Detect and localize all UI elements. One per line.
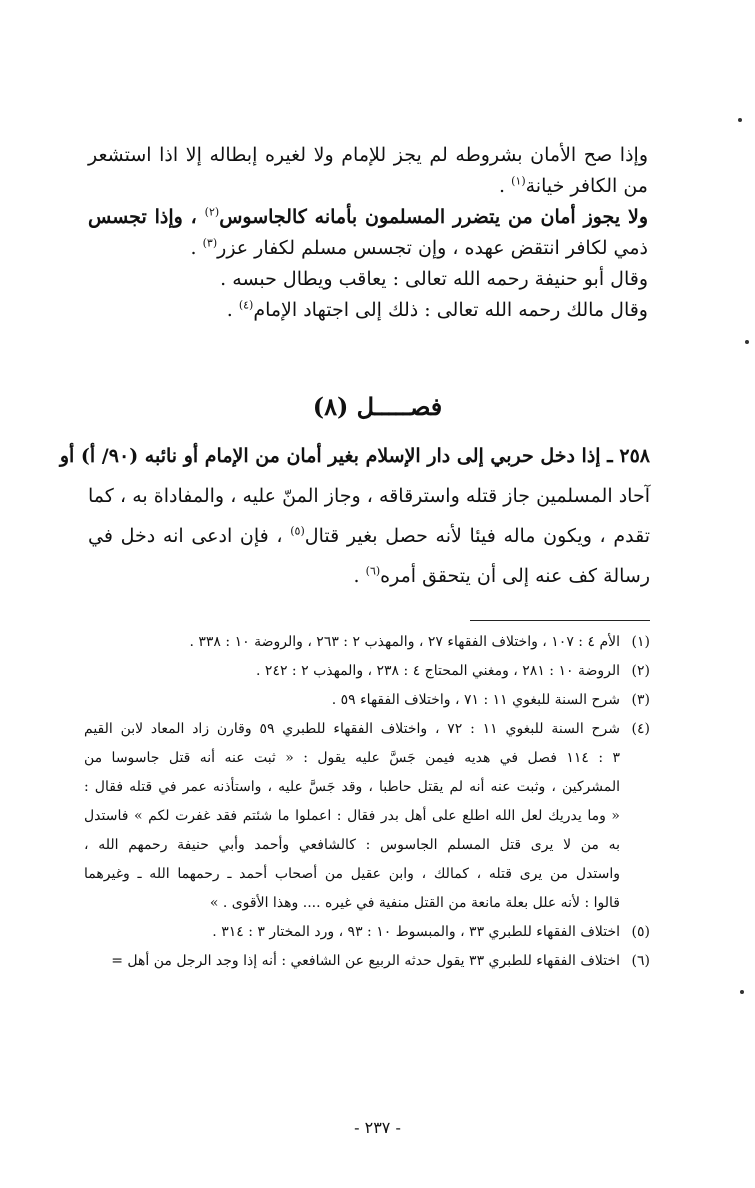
main-text-block	[88, 140, 648, 326]
para-258-line-4-body: رسالة كف عنه إلى أن يتحقق أمره	[380, 565, 650, 587]
text-line-6-body: وقال مالك رحمه الله تعالى : ذلك إلى اجتهاد الإمام	[253, 299, 648, 321]
footnote-4-cont	[84, 773, 650, 802]
footnote-text: ٣ : ١١٤ فصل في هديه فيمن جَسَّ عليه يقول : « ثبت عنه أنه قتل جاسوسا من	[84, 750, 620, 766]
text-line-2-end: .	[499, 175, 512, 197]
footnote-text: الروضة ١٠ : ٢٨١ ، ومغني المحتاج ٤ : ٢٣٨ ، والمهذب ٢ : ٢٤٢ .	[256, 663, 620, 679]
footnote-text: الأم ٤ : ١٠٧ ، واختلاف الفقهاء ٢٧ ، والمهذب ٢ : ٢٦٣ ، والروضة ١٠ : ٣٣٨ .	[189, 634, 620, 650]
footnote-4-cont	[84, 831, 650, 860]
footnote-4-cont	[84, 802, 650, 831]
para-258-line-4	[88, 556, 650, 596]
text-line-6-end: .	[226, 299, 239, 321]
para-258-line-3-body: تقدم ، ويكون ماله فيئا لأنه حصل بغير قتال	[304, 525, 651, 547]
footnote-number	[620, 889, 650, 918]
scan-speck	[740, 990, 744, 994]
scan-speck	[738, 118, 742, 122]
footnote-number	[620, 802, 650, 831]
footnote-number	[620, 831, 650, 860]
footnote-4-cont	[84, 744, 650, 773]
footnote-4-cont	[84, 860, 650, 889]
footnote-3	[84, 686, 650, 715]
text-line-2-body: من الكافر خيانة	[525, 175, 648, 197]
footnote-text: قالوا : لأنه علل بعلة مانعة من القتل منفية في غيره .... وهذا الأقوى . »	[209, 895, 620, 911]
footnote-ref-1[interactable]: (١)	[511, 174, 526, 188]
footnote-text: به من لا يرى قتل المسلم الجاسوس : كالشافعي وأحمد وأبي حنيفة رحمهم الله ،	[84, 837, 620, 853]
para-258-line-1-bold: ٢٥٨ ـ إذا دخل حربي إلى دار الإسلام بغير أمان من الإمام أو نائبه (٩٠/ أ) أو	[59, 445, 650, 467]
footnote-text: واستدل من يرى قتله ، كمالك ، وابن عقيل من أصحاب أحمد ـ رحمهما الله ـ وغيرهما	[84, 866, 620, 882]
footnote-ref-6[interactable]: (٦)	[365, 564, 381, 578]
text-line-2	[88, 171, 648, 202]
page-number: - ٢٣٧ -	[354, 1118, 401, 1137]
footnote-5	[84, 918, 650, 947]
text-line-4-end: .	[190, 237, 203, 259]
para-258-line-4-end: .	[353, 565, 366, 587]
footnote-6	[84, 947, 650, 976]
text-line-3-bold: ولا يجوز أمان من يتضرر المسلمون بأمانه كالجاسوس	[219, 206, 648, 228]
footnote-number: (٥)	[631, 924, 650, 940]
text-line-5: وقال أبو حنيفة رحمه الله تعالى : يعاقب ويطال حبسه .	[220, 268, 648, 290]
footnote-4	[84, 715, 650, 744]
scan-speck	[745, 340, 749, 344]
text-line-6	[88, 295, 648, 326]
text-line-3-tail: ، وإذا تجسس	[88, 206, 205, 228]
footnote-number: (٤)	[631, 721, 650, 737]
footnote-number: (٣)	[631, 692, 650, 708]
text-line-4	[88, 233, 648, 264]
footnote-4-cont	[84, 889, 650, 918]
footnote-number: (٦)	[631, 953, 650, 969]
footnote-ref-3[interactable]: (٣)	[202, 236, 218, 250]
footnote-text: المشركين ، وثبت عنه أنه لم يقتل حاطبا ، وقد جَسَّ عليه ، واستأذنه عمر في قتله فقال :	[84, 779, 620, 795]
para-258-line-1	[59, 436, 650, 476]
footnote-ref-5[interactable]: (٥)	[290, 524, 305, 538]
section-heading: فصـــــل (٨)	[312, 392, 443, 421]
footnote-number: (١)	[631, 634, 650, 650]
footnote-number: (٢)	[631, 663, 650, 679]
footnote-text: شرح السنة للبغوي ١١ : ٧٢ ، واختلاف الفقهاء للطبري ٥٩ وقارن زاد المعاد لابن القيم	[84, 721, 621, 737]
footnote-text: شرح السنة للبغوي ١١ : ٧١ ، واختلاف الفقهاء ٥٩ .	[331, 692, 620, 708]
footnotes	[84, 628, 650, 976]
footnote-2	[84, 657, 650, 686]
text-line-4-body: ذمي لكافر انتقض عهده ، وإن تجسس مسلم لكفار عزر	[217, 237, 648, 259]
para-258-line-3	[88, 516, 650, 556]
footnote-text: « وما يدريك لعل الله اطلع على أهل بدر فقال : اعملوا ما شئتم فقد غفرت لكم » فاستدل	[84, 808, 620, 824]
text-line-1: وإذا صح الأمان بشروطه لم يجز للإمام ولا لغيره إبطاله إلا اذا استشعر	[88, 144, 648, 166]
footnote-text: اختلاف الفقهاء للطبري ٣٣ يقول حدثه الربيع عن الشافعي : أنه إذا وجد الرجل من أهل =	[111, 953, 620, 969]
footnote-number	[620, 773, 650, 802]
footnote-number	[620, 860, 650, 889]
paragraph-258	[59, 436, 651, 596]
footnote-separator	[470, 620, 650, 621]
para-258-line-2: آحاد المسلمين جاز قتله واسترقاقه ، وجاز المنّ عليه ، والمفاداة به ، كما	[88, 485, 650, 507]
footnote-ref-4[interactable]: (٤)	[238, 298, 254, 312]
footnote-text: اختلاف الفقهاء للطبري ٣٣ ، والمبسوط ١٠ : ٩٣ ، ورد المختار ٣ : ٣١٤ .	[212, 924, 620, 940]
para-258-line-3-tail: ، فإن ادعى انه دخل في	[88, 525, 291, 547]
footnote-number	[620, 744, 650, 773]
text-line-3	[88, 202, 648, 233]
footnote-ref-2[interactable]: (٢)	[204, 205, 220, 219]
footnote-1	[84, 628, 650, 657]
